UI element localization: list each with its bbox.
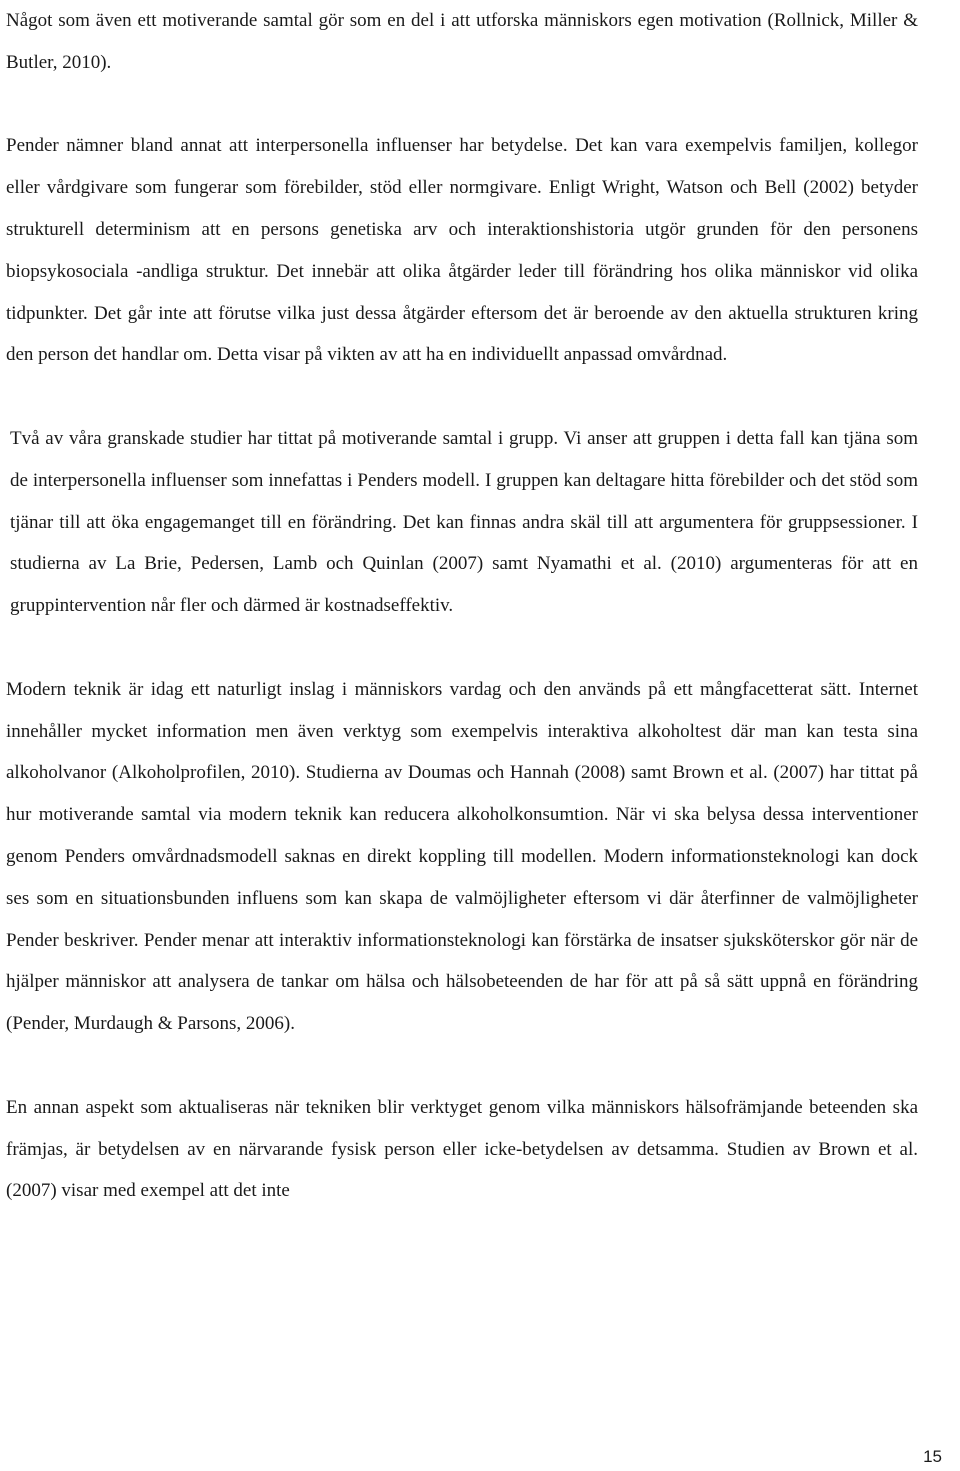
page-number: 15 — [923, 1447, 942, 1466]
paragraph-group-studies: Två av våra granskade studier har tittat på motiverande samtal i grupp. Vi anser att gruppen i detta fall kan tjäna som de interpersonella influenser som innefattas i Penders modell. I gruppen kan deltagare hitta förebilder och det stöd som tjänar till att öka engagemanget till en förändring. Det kan finnas andra skäl till att argumentera för gruppsessioner. I studierna av La Brie, Pedersen, Lamb och Quinlan (2007) samt Nyamathi et al. (2010) argumenteras för att en gruppintervention når fler och därmed är kostnadseffektiv. — [10, 427, 918, 617]
paragraph-interpersonal-influences: Pender nämner bland annat att interpersonella influenser har betydelse. Det kan vara exempelvis familjen, kollegor eller vårdgivare som fungerar som förebilder, stöd eller normgivare. Enligt Wright, Watson och Bell (2002) betyder strukturell determinism att en persons genetiska arv och interaktionshistoria utgör grunden för den personens biopsykosociala -andliga struktur. Det innebär att olika åtgärder leder till förändring hos olika människor vid olika tidpunkter. Det går inte att förutse vilka just dessa åtgärder eftersom det är beroende av den aktuella strukturen kring den person det handlar om. Detta visar på vikten av att ha en individuellt anpassad omvårdnad. — [6, 135, 918, 366]
paragraph-physical-presence: En annan aspekt som aktualiseras när tekniken blir verktyget genom vilka människors hälsofrämjande beteenden ska främjas, är betydelsen av en närvarande fysisk person eller icke-betydelsen av detsamma. Studien av Brown et al. (2007) visar med exempel att det inte — [6, 1096, 918, 1202]
document-page — [6, 0, 918, 1212]
paragraph-modern-technology: Modern teknik är idag ett naturligt inslag i människors vardag och den används på ett mångfacetterat sätt. Internet innehåller mycket information men även verktyg som exempelvis interaktiva alkoholtest där man kan testa sina alkoholvanor (Alkoholprofilen, 2010). Studierna av Doumas och Hannah (2008) samt Brown et al. (2007) har tittat på hur motiverande samtal via modern teknik kan reducera alkoholkonsumtion. När vi ska belysa dessa interventioner genom Penders omvårdnadsmodell saknas en direkt koppling till modellen. Modern informationsteknologi kan dock ses som en situationsbunden influens som kan skapa de valmöjligheter eftersom vi där återfinner de valmöjligheter Pender beskriver. Pender menar att interaktiv informationsteknologi kan förstärka de insatser sjuksköterskor gör när de hjälper människor att analysera de tankar om hälsa och hälsobeteenden de har för att på så sätt uppnå en förändring (Pender, Murdaugh & Parsons, 2006). — [6, 678, 918, 1035]
paragraph-motivation: Något som även ett motiverande samtal gör som en del i att utforska människors egen motivation (Rollnick, Miller & Butler, 2010). — [6, 10, 918, 73]
